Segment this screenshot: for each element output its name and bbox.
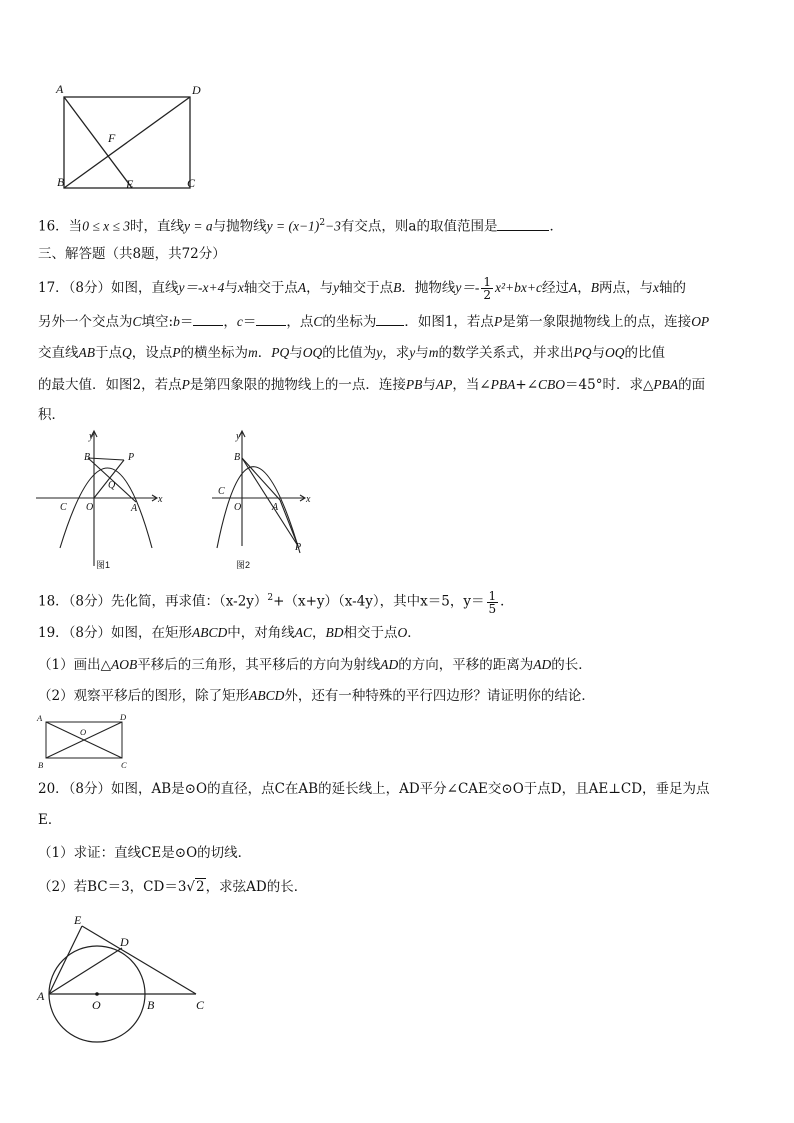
math: BD (325, 625, 344, 640)
question-19-line1 (38, 623, 760, 643)
text: 的坐标为 (322, 314, 377, 330)
text: ＝ (179, 314, 194, 330)
label-a: A (37, 989, 45, 1003)
math: AB (78, 345, 95, 360)
label-b: B (38, 760, 44, 770)
question-19-line2 (38, 655, 760, 675)
math: ABCD (192, 625, 228, 640)
label-b: B (234, 452, 241, 463)
label-b: B (84, 452, 91, 463)
question-20-line3: （1）求证：直线CE是⊙O的切线． (38, 845, 252, 861)
figure-20-circle (34, 910, 214, 1020)
math: c (236, 314, 243, 329)
text: 与 (224, 280, 238, 296)
label-a: A (131, 503, 138, 514)
label-b: B (147, 998, 155, 1012)
math: y＝- (455, 280, 480, 295)
answer-blank-c[interactable] (256, 311, 286, 326)
label-o: O (92, 998, 101, 1012)
text: 是第四象限的抛物线上的一点．连接 (189, 377, 406, 393)
label-x: x (158, 494, 163, 505)
text: 交直线 (38, 345, 79, 361)
label-f: F (108, 131, 116, 145)
label-e: E (74, 913, 82, 927)
label-c: C (60, 502, 67, 513)
math: P (493, 314, 503, 329)
math: b (173, 314, 180, 329)
label-a: A (56, 82, 64, 96)
question-17-line5: 积． (38, 407, 65, 423)
text: 经过 (542, 280, 570, 296)
q16-range: 0 ≤ x ≤ 3 (82, 218, 130, 234)
text: +∠ (515, 377, 539, 393)
math: B (393, 280, 402, 295)
question-19-line3 (38, 686, 760, 706)
math: y (376, 345, 383, 360)
q16-text: 与抛物线 (212, 218, 267, 235)
text: 两点，与 (599, 280, 654, 296)
text: ＝45°时．求△ (565, 377, 654, 393)
answer-blank-coord[interactable] (376, 311, 404, 326)
label-c: C (121, 760, 127, 770)
figure-19-rectangle (36, 712, 136, 770)
math: C (313, 314, 323, 329)
q16-text: 有交点，则a的取值范围是 (340, 218, 498, 235)
text: 是第一象限抛物线上的点，连接 (502, 314, 692, 330)
text: 19．（8分）如图，在矩形 (38, 625, 193, 641)
fraction-half (481, 276, 493, 301)
text: ．抛物线 (401, 280, 456, 296)
label-d: D (192, 83, 201, 97)
text: 的方向，平移的距离为 (398, 657, 534, 673)
answer-blank[interactable] (497, 216, 549, 231)
figure-caption: 图1 (96, 560, 111, 570)
text: （1）画出△ (38, 657, 111, 673)
text: 填空: (141, 314, 174, 330)
numerator: 1 (483, 275, 492, 289)
math: AOB (110, 657, 138, 672)
math: O (397, 625, 408, 640)
question-17-line1 (38, 276, 760, 301)
numerator: 1 (488, 588, 497, 603)
label-o: O (80, 727, 87, 737)
text: 轴的 (659, 280, 687, 296)
figure-17-2 (212, 428, 322, 573)
math: x²+bx+c (495, 280, 543, 295)
figure-caption: 图2 (236, 560, 251, 570)
math: C (132, 314, 142, 329)
math: AD (533, 657, 552, 672)
math: B (590, 280, 600, 295)
math: AC (294, 625, 313, 640)
denominator: 2 (483, 288, 492, 302)
text: 18．（8分）先化简，再求值：（x-2y） (38, 593, 268, 610)
text: 的最大值．如图2，若点 (38, 377, 182, 393)
label-c: C (187, 176, 196, 190)
sqrt-symbol: √ (186, 879, 196, 895)
text: ，设点 (131, 345, 173, 361)
question-18 (38, 588, 760, 615)
q16-parabola-tail: −3 (325, 218, 341, 234)
text: 中，对角线 (227, 625, 295, 641)
text: 轴交于点 (243, 280, 298, 296)
text: +（x+y）（x-4y），其中x＝5，y＝ (273, 593, 485, 610)
math: OQ (302, 345, 323, 360)
math: m (428, 345, 439, 360)
math: m (248, 345, 258, 360)
text: 17．（8分）如图，直线 (38, 280, 179, 296)
answer-blank-b[interactable] (193, 311, 223, 326)
math: Q (122, 345, 132, 360)
math: A (569, 280, 578, 295)
text: 与 (422, 377, 436, 393)
math: x (653, 280, 660, 295)
text: 外，还有一种特殊的平行四边形？请证明你的结论． (284, 688, 595, 704)
text: 轴交于点 (339, 280, 394, 296)
text: 的面 (678, 377, 706, 393)
text: ． (500, 593, 514, 610)
text: 与 (591, 345, 605, 361)
text: 平移后的三角形，其平移后的方向为射线 (137, 657, 381, 673)
label-y: y (236, 431, 241, 442)
q16-parabola: y = (x−1) (266, 218, 320, 234)
text: 的横坐标为 (180, 345, 248, 361)
math: AP (435, 377, 453, 392)
figure-17-1 (36, 428, 171, 573)
text: 与 (415, 345, 429, 361)
question-20-line2: E． (38, 812, 62, 828)
section-header: 三、解答题（共8题，共72分） (38, 246, 226, 262)
text: ， (223, 314, 237, 330)
math: PQ (573, 345, 592, 360)
q16-line-eq: y = a (184, 218, 213, 234)
text: ． (257, 345, 272, 361)
text: ， (312, 625, 326, 641)
question-16 (38, 213, 760, 237)
math: PBA (490, 377, 516, 392)
question-17-line4 (38, 375, 760, 395)
math: PB (405, 377, 423, 392)
exponent: 2 (267, 593, 274, 603)
label-p: P (128, 452, 135, 463)
question-20-line4 (38, 877, 760, 897)
text: ，点 (286, 314, 314, 330)
text: ． (407, 625, 421, 641)
math: CBO (538, 377, 566, 392)
math: P (181, 377, 190, 392)
text: 另外一个交点为 (38, 314, 133, 330)
text: 与 (289, 345, 303, 361)
q16-exponent: 2 (319, 218, 326, 228)
text: ，与 (306, 280, 334, 296)
math: OQ (605, 345, 625, 360)
text: ，当∠ (452, 377, 491, 393)
math: A (297, 280, 307, 295)
math: OP (691, 314, 710, 329)
text: （2）观察平移后的图形，除了矩形 (38, 688, 250, 704)
text: 的数学关系式，并求出 (438, 345, 574, 361)
text: 的比值为 (322, 345, 377, 361)
text: ＝ (242, 314, 257, 330)
q16-text: 时，直线 (130, 218, 184, 235)
figure-rectangle-abcd-top (52, 80, 212, 192)
question-17-line2 (38, 311, 760, 332)
label-e: E (126, 177, 134, 191)
label-c: C (218, 486, 225, 497)
label-a: A (37, 713, 43, 723)
sqrt-radicand: 2 (196, 879, 205, 895)
denominator: 5 (488, 601, 497, 616)
label-x: x (306, 494, 311, 505)
math: y＝-x+4 (178, 280, 225, 295)
math: y (409, 345, 416, 360)
math: PQ (271, 345, 290, 360)
text: ， (577, 280, 591, 296)
text: ．如图1，若点 (404, 314, 494, 330)
label-o: O (234, 502, 242, 513)
math: x (237, 280, 244, 295)
text: 相交于点 (343, 625, 398, 641)
math: ABCD (249, 688, 285, 703)
label-d: D (120, 712, 127, 722)
text: （2）若BC＝3，CD＝3 (38, 879, 187, 895)
text: ，求弦AD的长． (205, 879, 308, 895)
label-q: Q (108, 480, 116, 491)
text: 的长． (551, 657, 592, 673)
text: 于点 (95, 345, 122, 361)
math: P (172, 345, 181, 360)
text: 的比值 (624, 345, 665, 361)
text: ，求 (382, 345, 410, 361)
q16-number: 16．当 (38, 218, 83, 235)
math: PBA (653, 377, 679, 392)
label-d: D (120, 935, 129, 949)
question-17-line3 (38, 343, 760, 363)
label-o: O (86, 502, 94, 513)
fraction-fifth (487, 590, 499, 615)
label-a: A (272, 502, 279, 513)
question-20-line1: 20．（8分）如图，AB是⊙O的直径，点C在AB的延长线上，AD平分∠CAE交⊙O于点D，且AE⊥CD，垂足为点 (38, 781, 710, 797)
label-p: P (295, 542, 302, 553)
label-y: y (89, 431, 94, 442)
label-b: B (57, 175, 65, 189)
q16-text: ． (549, 218, 563, 235)
math: y (333, 280, 340, 295)
math: AD (380, 657, 399, 672)
label-c: C (196, 998, 205, 1012)
